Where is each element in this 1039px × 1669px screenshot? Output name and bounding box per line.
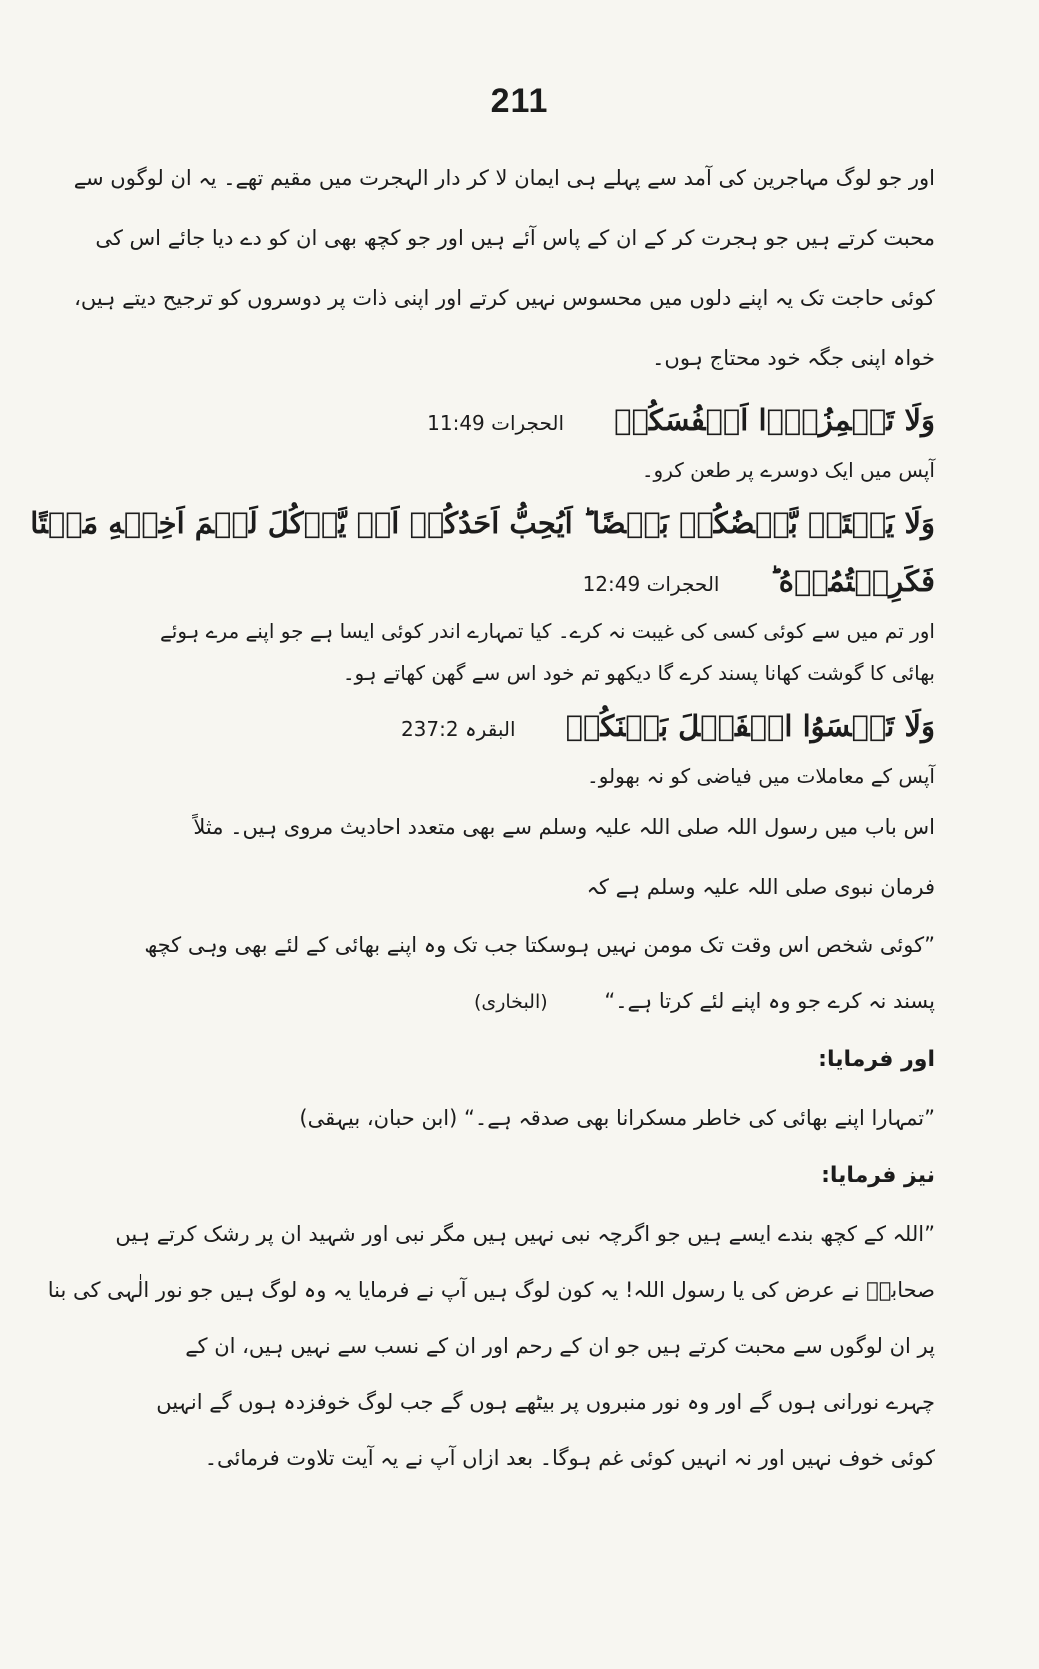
verse-reference: الحجرات 12:49 bbox=[582, 572, 720, 596]
hadith-line bbox=[140, 1090, 935, 1146]
quran-verse bbox=[140, 555, 935, 610]
verse-translation: بھائی کا گوشت کھانا پسند کرے گا دیکھو تم خود اس سے گھن کھاتے ہو۔ bbox=[342, 661, 935, 685]
quran-verse: وَلَا يَغۡتَبۡ بَّعۡضُكُمۡ بَعۡضًا ؕ اَيُحِبُّ اَحَدُكُمۡ اَنۡ يَّاۡكُلَ لَحۡمَ اَخِيۡهِ مَيۡتًا bbox=[30, 506, 935, 540]
quran-verse bbox=[140, 394, 935, 449]
subheading: اور فرمایا: bbox=[818, 1047, 935, 1072]
subheading: نیز فرمایا: bbox=[821, 1163, 935, 1188]
page-body bbox=[30, 148, 935, 1486]
paragraph-line: خواہ اپنی جگہ خود محتاج ہوں۔ bbox=[652, 346, 935, 370]
paragraph-line: اور جو لوگ مہاجرین کی آمد سے پہلے ہی ایمان لا کر دار الہجرت میں مقیم تھے۔ یہ ان لوگوں سے bbox=[73, 166, 935, 190]
verse-translation: اور تم میں سے کوئی کسی کی غیبت نہ کرے۔ کیا تمہارے اندر کوئی ایسا ہے جو اپنے مرے ہوئے bbox=[160, 619, 935, 643]
paragraph-line: فرمان نبوی صلی اللہ علیہ وسلم ہے کہ bbox=[586, 875, 935, 899]
hadith-line: صحابہؓ نے عرض کی یا رسول اللہ! یہ کون لوگ ہیں آپ نے فرمایا یہ وہ لوگ ہیں جو نور الٰہی کی بنا bbox=[47, 1278, 935, 1302]
hadith-line: چہرے نورانی ہوں گے اور وہ نور منبروں پر بیٹھے ہوں گے جب لوگ خوفزدہ ہوں گے انہیں bbox=[156, 1390, 935, 1414]
verse-text: وَلَا تَلۡمِزُوۡٓا اَنۡفُسَكُمۡ bbox=[614, 403, 935, 437]
hadith-text: پسند نہ کرے جو وہ اپنے لئے کرتا ہے۔“ bbox=[604, 989, 935, 1013]
verse-reference: البقرہ 237:2 bbox=[400, 717, 516, 741]
page-number: 211 bbox=[490, 82, 549, 120]
hadith-text: ”تمہارا اپنے بھائی کی خاطر مسکرانا بھی صدقہ ہے۔“ bbox=[464, 1106, 935, 1130]
verse-translation: آپس کے معاملات میں فیاضی کو نہ بھولو۔ bbox=[586, 764, 935, 788]
hadith-line: ”اللہ کے کچھ بندے ایسے ہیں جو اگرچہ نبی نہیں ہیں مگر نبی اور شہید ان پر رشک کرتے ہیں bbox=[115, 1222, 935, 1246]
paragraph-line: اس باب میں رسول اللہ صلی اللہ علیہ وسلم سے بھی متعدد احادیث مروی ہیں۔ مثلاً bbox=[193, 815, 935, 839]
paragraph-line: محبت کرتے ہیں جو ہجرت کر کے ان کے پاس آئے ہیں اور جو کچھ بھی ان کو دے دیا جائے اس کی bbox=[95, 226, 935, 250]
quran-verse bbox=[140, 700, 935, 755]
hadith-line: پر ان لوگوں سے محبت کرتے ہیں جو ان کے رحم اور ان کے نسب سے نہیں ہیں، ان کے bbox=[185, 1334, 935, 1358]
verse-reference: الحجرات 11:49 bbox=[427, 411, 565, 435]
hadith-line: ”کوئی شخص اس وقت تک مومن نہیں ہوسکتا جب تک وہ اپنے بھائی کے لئے بھی وہی کچھ bbox=[144, 933, 935, 957]
hadith-line bbox=[140, 973, 935, 1030]
verse-text: وَلَا تَنۡسَوُا الۡفَضۡلَ بَيۡنَكُمۡ bbox=[565, 709, 935, 743]
hadith-source: (ابن حبان، بیہقی) bbox=[299, 1106, 458, 1130]
verse-text: فَكَرِهۡتُمُوۡهُ ؕ bbox=[769, 564, 935, 598]
verse-translation: آپس میں ایک دوسرے پر طعن کرو۔ bbox=[641, 458, 935, 482]
hadith-line: کوئی خوف نہیں اور نہ انہیں کوئی غم ہوگا۔ بعد ازاں آپ نے یہ آیت تلاوت فرمائی۔ bbox=[204, 1446, 935, 1470]
paragraph-line: کوئی حاجت تک یہ اپنے دلوں میں محسوس نہیں کرتے اور اپنی ذات پر دوسروں کو ترجیح دیتے ہیں، bbox=[74, 286, 935, 310]
hadith-source: (البخاری) bbox=[473, 991, 548, 1013]
